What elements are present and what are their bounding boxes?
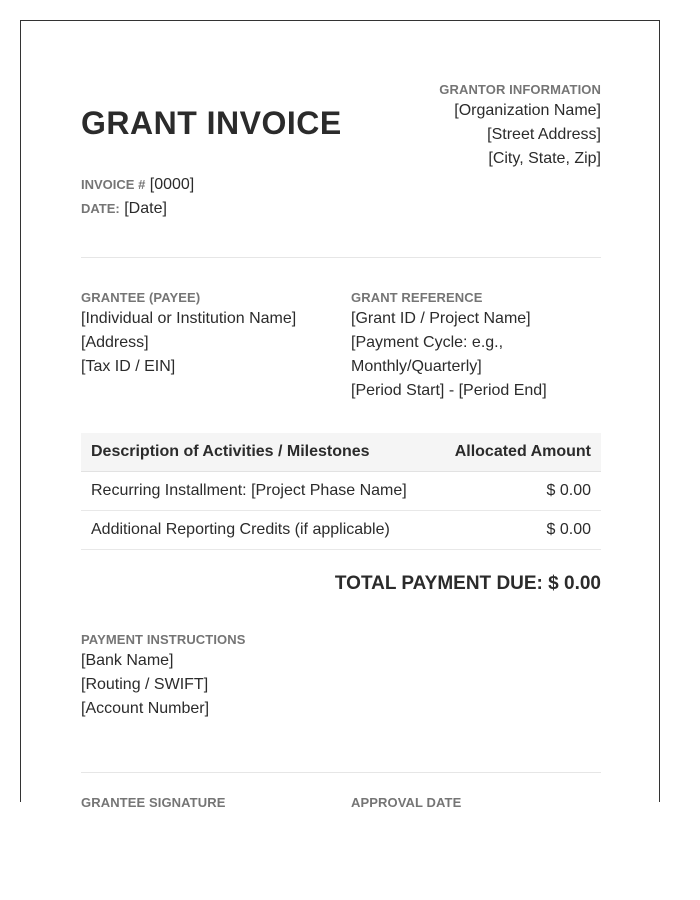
grantee-line: [Tax ID / EIN] (81, 358, 176, 375)
row-amount: $ 0.00 (436, 511, 601, 550)
grant-reference-label: GRANT REFERENCE (351, 290, 483, 305)
grant-reference-line: [Payment Cycle: e.g., (351, 334, 504, 351)
table-header-row (81, 433, 601, 472)
divider (81, 772, 601, 773)
invoice-date-row (81, 197, 194, 221)
grant-reference-section (351, 289, 547, 403)
payment-instructions (81, 631, 246, 721)
grantor-line: [Organization Name] (454, 102, 601, 119)
grantor-line: [City, State, Zip] (488, 150, 601, 167)
row-description: Additional Reporting Credits (if applicable) (81, 511, 436, 550)
invoice-number-value: [0000] (149, 176, 195, 193)
grantee-line: [Address] (81, 334, 149, 351)
table-row (81, 511, 601, 550)
payment-line: [Routing / SWIFT] (81, 676, 209, 693)
payment-line: [Account Number] (81, 700, 210, 717)
grantor-information (439, 81, 601, 171)
line-items-table (81, 433, 601, 550)
grantor-label: GRANTOR INFORMATION (439, 82, 601, 97)
invoice-date-label: DATE: (81, 201, 120, 216)
grantee-section (81, 289, 296, 379)
table-row (81, 472, 601, 511)
description-header: Description of Activities / Milestones (81, 433, 436, 472)
invoice-page (20, 20, 660, 810)
approval-date-label: APPROVAL DATE (351, 795, 462, 810)
grant-reference-line: [Grant ID / Project Name] (351, 310, 531, 327)
row-description: Recurring Installment: [Project Phase Name] (81, 472, 436, 511)
grant-reference-line: [Period Start] - [Period End] (351, 382, 547, 399)
invoice-title: GRANT INVOICE (81, 105, 342, 141)
grantor-line: [Street Address] (487, 126, 601, 143)
payment-line: [Bank Name] (81, 652, 174, 669)
grantee-line: [Individual or Institution Name] (81, 310, 297, 327)
grantee-signature-label: GRANTEE SIGNATURE (81, 795, 226, 810)
amount-header: Allocated Amount (436, 433, 601, 472)
grant-reference-line: Monthly/Quarterly] (351, 358, 482, 375)
total-label: TOTAL PAYMENT DUE: (334, 573, 543, 594)
invoice-meta (81, 173, 194, 221)
row-amount: $ 0.00 (436, 472, 601, 511)
invoice-number-row (81, 173, 194, 197)
divider (81, 257, 601, 258)
grantee-label: GRANTEE (PAYEE) (81, 290, 201, 305)
invoice-date-value: [Date] (124, 200, 167, 217)
payment-label: PAYMENT INSTRUCTIONS (81, 632, 246, 647)
invoice-number-label: INVOICE # (81, 177, 146, 192)
invoice-content (81, 21, 601, 810)
total-value: $ 0.00 (548, 573, 601, 594)
total-payment-due (335, 573, 601, 595)
